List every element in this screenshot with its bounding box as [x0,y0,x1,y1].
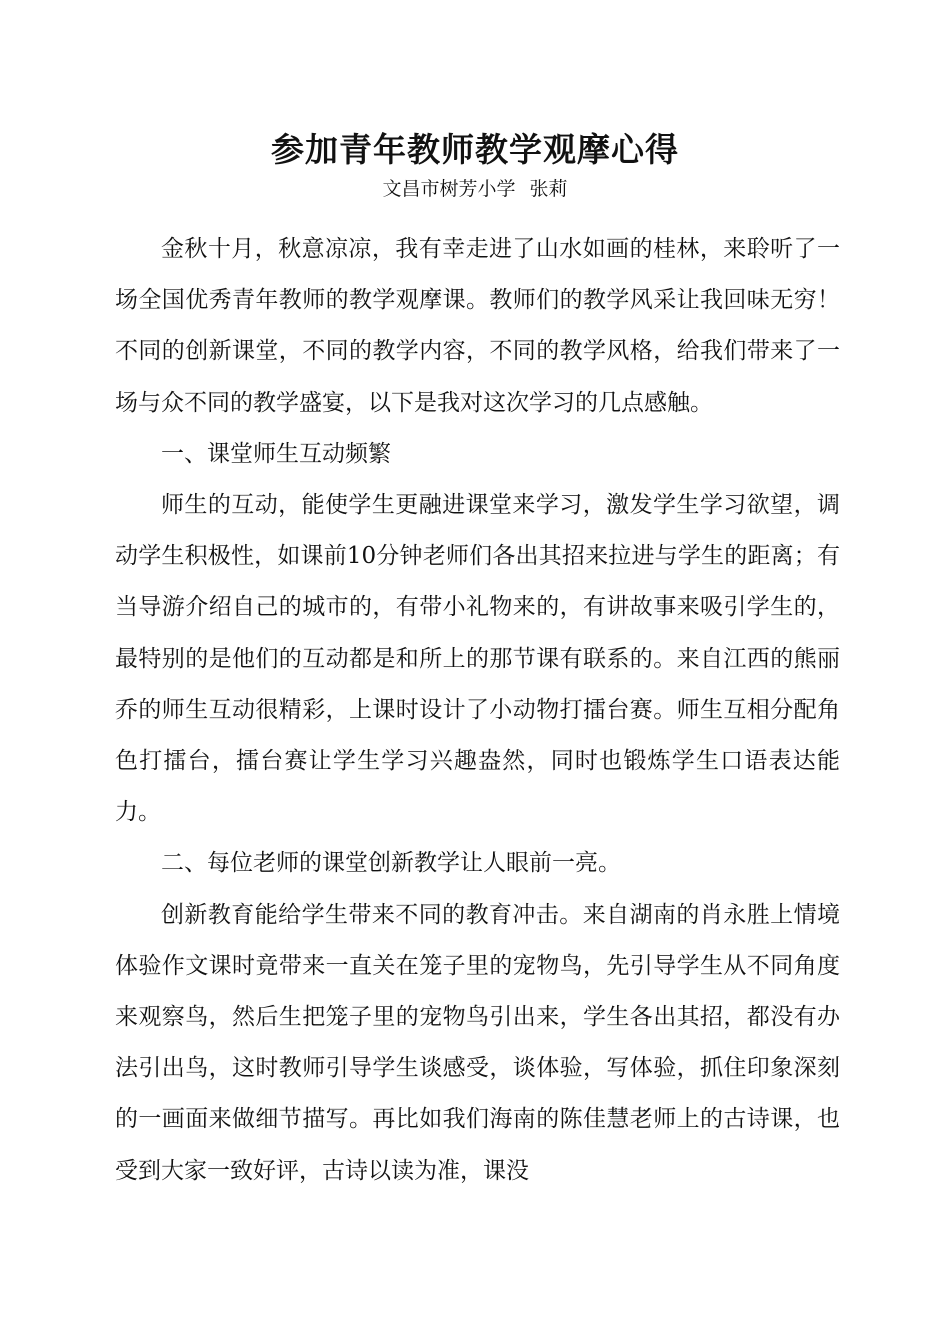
document-body [115,224,840,1197]
section-heading-2: 二、每位老师的课堂创新教学让人眼前一亮。 [161,850,621,877]
document-title: 参加青年教师教学观摩心得 [271,130,679,169]
paragraph-innovation: 创新教育能给学生带来不同的教育冲击。来自湖南的肖永胜上情境体验作文课时竟带来一直关在笼子里的宠物鸟，先引导学生从不同角度来观察鸟，然后生把笼子里的宠物鸟引出来，学生各出其招，都没有办法引出鸟，这时教师引导学生谈感受，谈体验，写体验，抓住印象深刻的一画面来做细节描写。再比如我们海南的陈佳慧老师上的古诗课，也受到大家一致好评，古诗以读为准，课没 [115,901,840,1184]
author-line [0,175,950,203]
paragraph-intro: 金秋十月，秋意凉凉，我有幸走进了山水如画的桂林，来聆听了一场全国优秀青年教师的教学观摩课。教师们的教学风采让我回味无穷！不同的创新课堂，不同的教学内容，不同的教学风格，给我们带来了一场与众不同的教学盛宴，以下是我对这次学习的几点感触。 [115,236,840,416]
paragraph-interaction: 师生的互动，能使学生更融进课堂来学习，激发学生学习欲望，调动学生积极性，如课前10分钟老师们各出其招来拉进与学生的距离；有当导游介绍自己的城市的，有带小礼物来的，有讲故事来吸引学生的，最特别的是他们的互动都是和所上的那节课有联系的。来自江西的熊丽乔的师生互动很精彩，上课时设计了小动物打擂台赛。师生互相分配角色打擂台，擂台赛让学生学习兴趣盎然，同时也锻炼学生口语表达能力。 [115,492,840,826]
section-heading-1: 一、课堂师生互动频繁 [161,440,391,467]
author-school: 文昌市树芳小学 [382,178,516,200]
author-name: 张莉 [529,178,568,200]
